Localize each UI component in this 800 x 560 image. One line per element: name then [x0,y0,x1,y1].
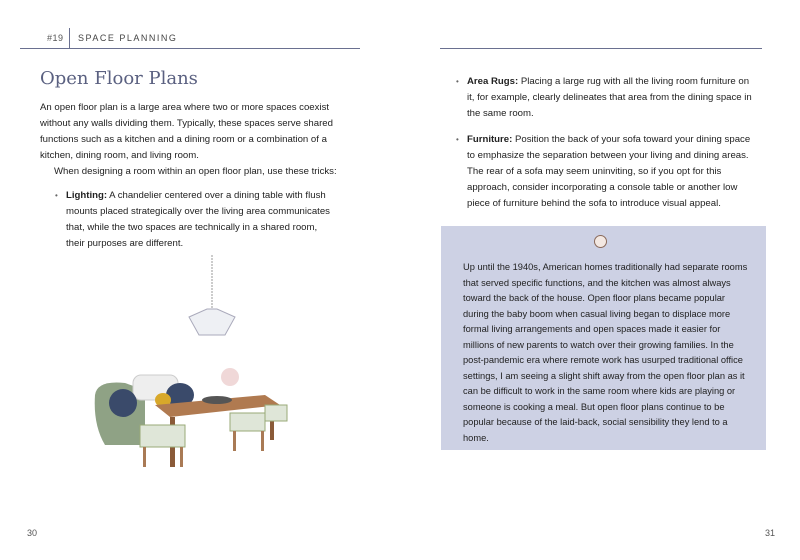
chapter-number: #19 [47,33,64,43]
intro-lead: When designing a room within an open floor plan, use these tricks: [54,166,337,177]
chairs-icon [140,405,287,467]
tip-lighting: • Lighting: A chandelier centered over a dining table with flush mounts placed strategically over the living area communicates that, while the two spaces are technically in a shared room, their purposes are different. [53,188,338,252]
tips-list-right [454,74,759,222]
intro-text [40,100,340,180]
section-title: SPACE PLANNING [78,33,178,43]
page-number-left: 30 [27,528,38,538]
page-number-right: 31 [765,528,776,538]
tips-list-left [53,188,338,252]
chandelier-icon [189,255,235,335]
sidebar-note [441,226,766,450]
header-rule-left [20,48,360,49]
dining-room-illustration [85,255,295,475]
tip-furniture: • Furniture: Position the back of your sofa toward your dining space to emphasize the separation between your living and dining areas. The rear of a sofa may seem uninviting, so if you opt for this approach, consider incorporating a console table or another low piece of furniture behind the sofa to introduce visual appeal. [454,132,759,212]
pushpin-icon [594,235,607,248]
header-rule-right [440,48,762,49]
sidebar-text: Up until the 1940s, American homes traditionally had separate rooms that served specific functions, and the kitchen was almost always toward the back of the house. Open floor plans became popular during the baby boom when casual living began to displace more formal living arrangements and open spaces made it easier for millions of new parents to watch over their growing families. In the post-pandemic era where remote work has usurped traditional office settings, I am seeing a slight shift away from the open floor plan as it can be difficult to work in the same room where kids are playing or someone is cooking a meal. But open floor plans continue to be popular because of the laid-back, social sensibility they lend to a home. [463,262,748,443]
intro-paragraph: An open floor plan is a large area where two or more spaces coexist without any walls dividing them. Typically, these spaces serve shared functions such as a kitchen and a dining room or a combination of a kitchen, dining room, and living room. [40,102,333,161]
header-divider [69,28,70,48]
page-title: Open Floor Plans [40,68,198,89]
tip-area-rugs: • Area Rugs: Placing a large rug with all the living room furniture on it, for example, clearly delineates that area from the dining space in the same room. [454,74,759,122]
